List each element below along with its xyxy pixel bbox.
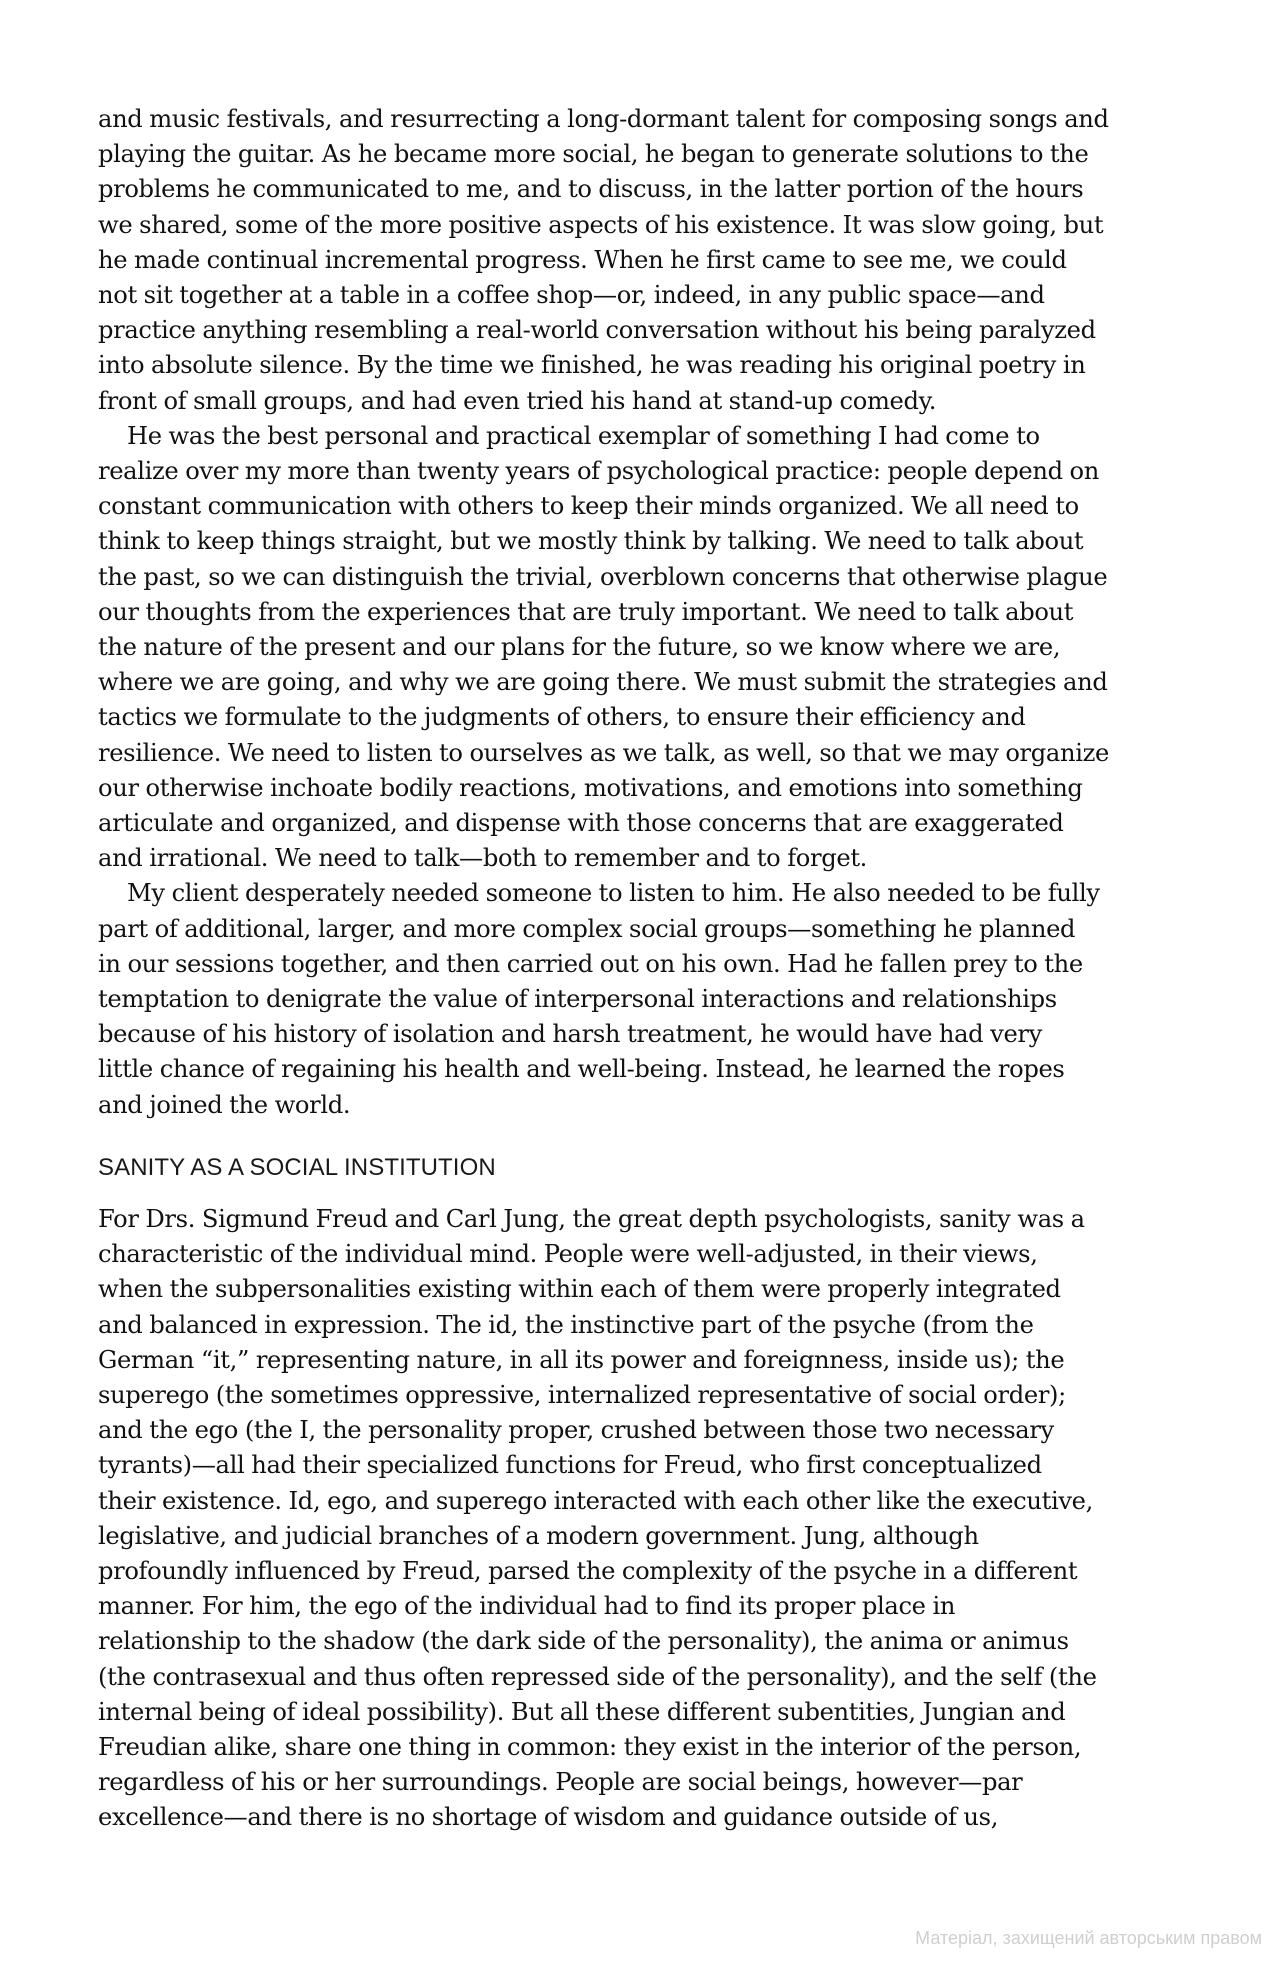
text-line: he made continual incremental progress. When he first came to see me, we could [98, 245, 1067, 274]
text-line: (the contrasexual and thus often repressed side of the personality), and the self (the [98, 1662, 1097, 1691]
text-line: Freudian alike, share one thing in common: they exist in the interior of the person, [98, 1732, 1082, 1761]
text-line: tactics we formulate to the judgments of others, to ensure their efficiency and [98, 703, 1026, 732]
text-line: relationship to the shadow (the dark side of the personality), the anima or animus [98, 1627, 1069, 1656]
text-line: our thoughts from the experiences that are truly important. We need to talk about [98, 597, 1074, 626]
text-line: articulate and organized, and dispense with those concerns that are exaggerated [98, 809, 1064, 838]
text-line: tyrants)—all had their specialized functions for Freud, who first conceptualized [98, 1451, 1042, 1480]
text-line: front of small groups, and had even tried his hand at stand-up comedy. [98, 386, 937, 415]
text-line: problems he communicated to me, and to discuss, in the latter portion of the hours [98, 175, 1084, 204]
text-line: constant communication with others to keep their minds organized. We all need to [98, 492, 1079, 521]
text-line: practice anything resembling a real-world conversation without his being paralyzed [98, 316, 1096, 345]
paragraph [98, 102, 1188, 419]
text-line: part of additional, larger, and more complex social groups—something he planned [98, 914, 1076, 943]
text-line: and music festivals, and resurrecting a long-dormant talent for composing songs and [98, 105, 1109, 133]
text-line: and irrational. We need to talk—both to remember and to forget. [98, 844, 868, 873]
paragraph [98, 876, 1188, 1122]
text-line: we shared, some of the more positive aspects of his existence. It was slow going, but [98, 210, 1104, 239]
text-line: superego (the sometimes oppressive, internalized representative of social order); [98, 1380, 1066, 1409]
text-line: the nature of the present and our plans for the future, so we know where we are, [98, 633, 1061, 662]
text-line: when the subpersonalities existing within each of them were properly integrated [98, 1275, 1061, 1304]
document-page [98, 102, 1188, 1836]
text-line: little chance of regaining his health and well-being. Instead, he learned the ropes [98, 1055, 1065, 1084]
text-line: our otherwise inchoate bodily reactions, motivations, and emotions into something [98, 773, 1083, 802]
text-line: excellence—and there is no shortage of wisdom and guidance outside of us, [98, 1803, 999, 1832]
text-line: the past, so we can distinguish the trivial, overblown concerns that otherwise plague [98, 562, 1108, 591]
paragraph [98, 419, 1188, 877]
text-line: manner. For him, the ego of the individual had to find its proper place in [98, 1592, 956, 1621]
text-line: German “it,” representing nature, in all its power and foreignness, inside us); the [98, 1345, 1065, 1374]
text-line: not sit together at a table in a coffee shop—or, indeed, in any public space—and [98, 281, 1045, 310]
text-line: where we are going, and why we are going there. We must submit the strategies and [98, 668, 1108, 697]
text-line: in our sessions together, and then carried out on his own. Had he fallen prey to the [98, 949, 1083, 978]
text-line: and joined the world. [98, 1090, 351, 1119]
text-line: and balanced in expression. The id, the instinctive part of the psyche (from the [98, 1310, 1034, 1339]
text-line: realize over my more than twenty years of psychological practice: people depend on [98, 457, 1099, 486]
text-line: playing the guitar. As he became more social, he began to generate solutions to the [98, 140, 1089, 169]
text-line: For Drs. Sigmund Freud and Carl Jung, the great depth psychologists, sanity was a [98, 1204, 1085, 1233]
paragraph [98, 1202, 1188, 1836]
section-heading: SANITY AS A SOCIAL INSTITUTION [98, 1153, 496, 1181]
text-line: and the ego (the I, the personality proper, crushed between those two necessary [98, 1416, 1054, 1445]
text-line: their existence. Id, ego, and superego interacted with each other like the executive, [98, 1486, 1093, 1515]
text-line: regardless of his or her surroundings. People are social beings, however—par [98, 1768, 1023, 1797]
text-line: legislative, and judicial branches of a modern government. Jung, although [98, 1521, 979, 1550]
text-line: My client desperately needed someone to listen to him. He also needed to be fully [127, 879, 1100, 908]
text-line: temptation to denigrate the value of interpersonal interactions and relationships [98, 985, 1057, 1014]
text-line: profoundly influenced by Freud, parsed the complexity of the psyche in a different [98, 1556, 1078, 1585]
text-line: He was the best personal and practical exemplar of something I had come to [127, 421, 1040, 450]
text-line: think to keep things straight, but we mostly think by talking. We need to talk about [98, 527, 1084, 556]
text-line: because of his history of isolation and harsh treatment, he would have had very [98, 1020, 1042, 1049]
text-line: characteristic of the individual mind. People were well-adjusted, in their views, [98, 1240, 1038, 1269]
text-line: internal being of ideal possibility). But all these different subentities, Jungian and [98, 1697, 1066, 1726]
text-line: into absolute silence. By the time we finished, he was reading his original poetry in [98, 351, 1086, 380]
body-text-before-heading [98, 102, 1188, 1123]
body-text-after-heading [98, 1202, 1188, 1836]
text-line: resilience. We need to listen to ourselves as we talk, as well, so that we may organize [98, 738, 1109, 767]
copyright-watermark: Матеріал, захищений авторським правом [915, 1928, 1262, 1948]
